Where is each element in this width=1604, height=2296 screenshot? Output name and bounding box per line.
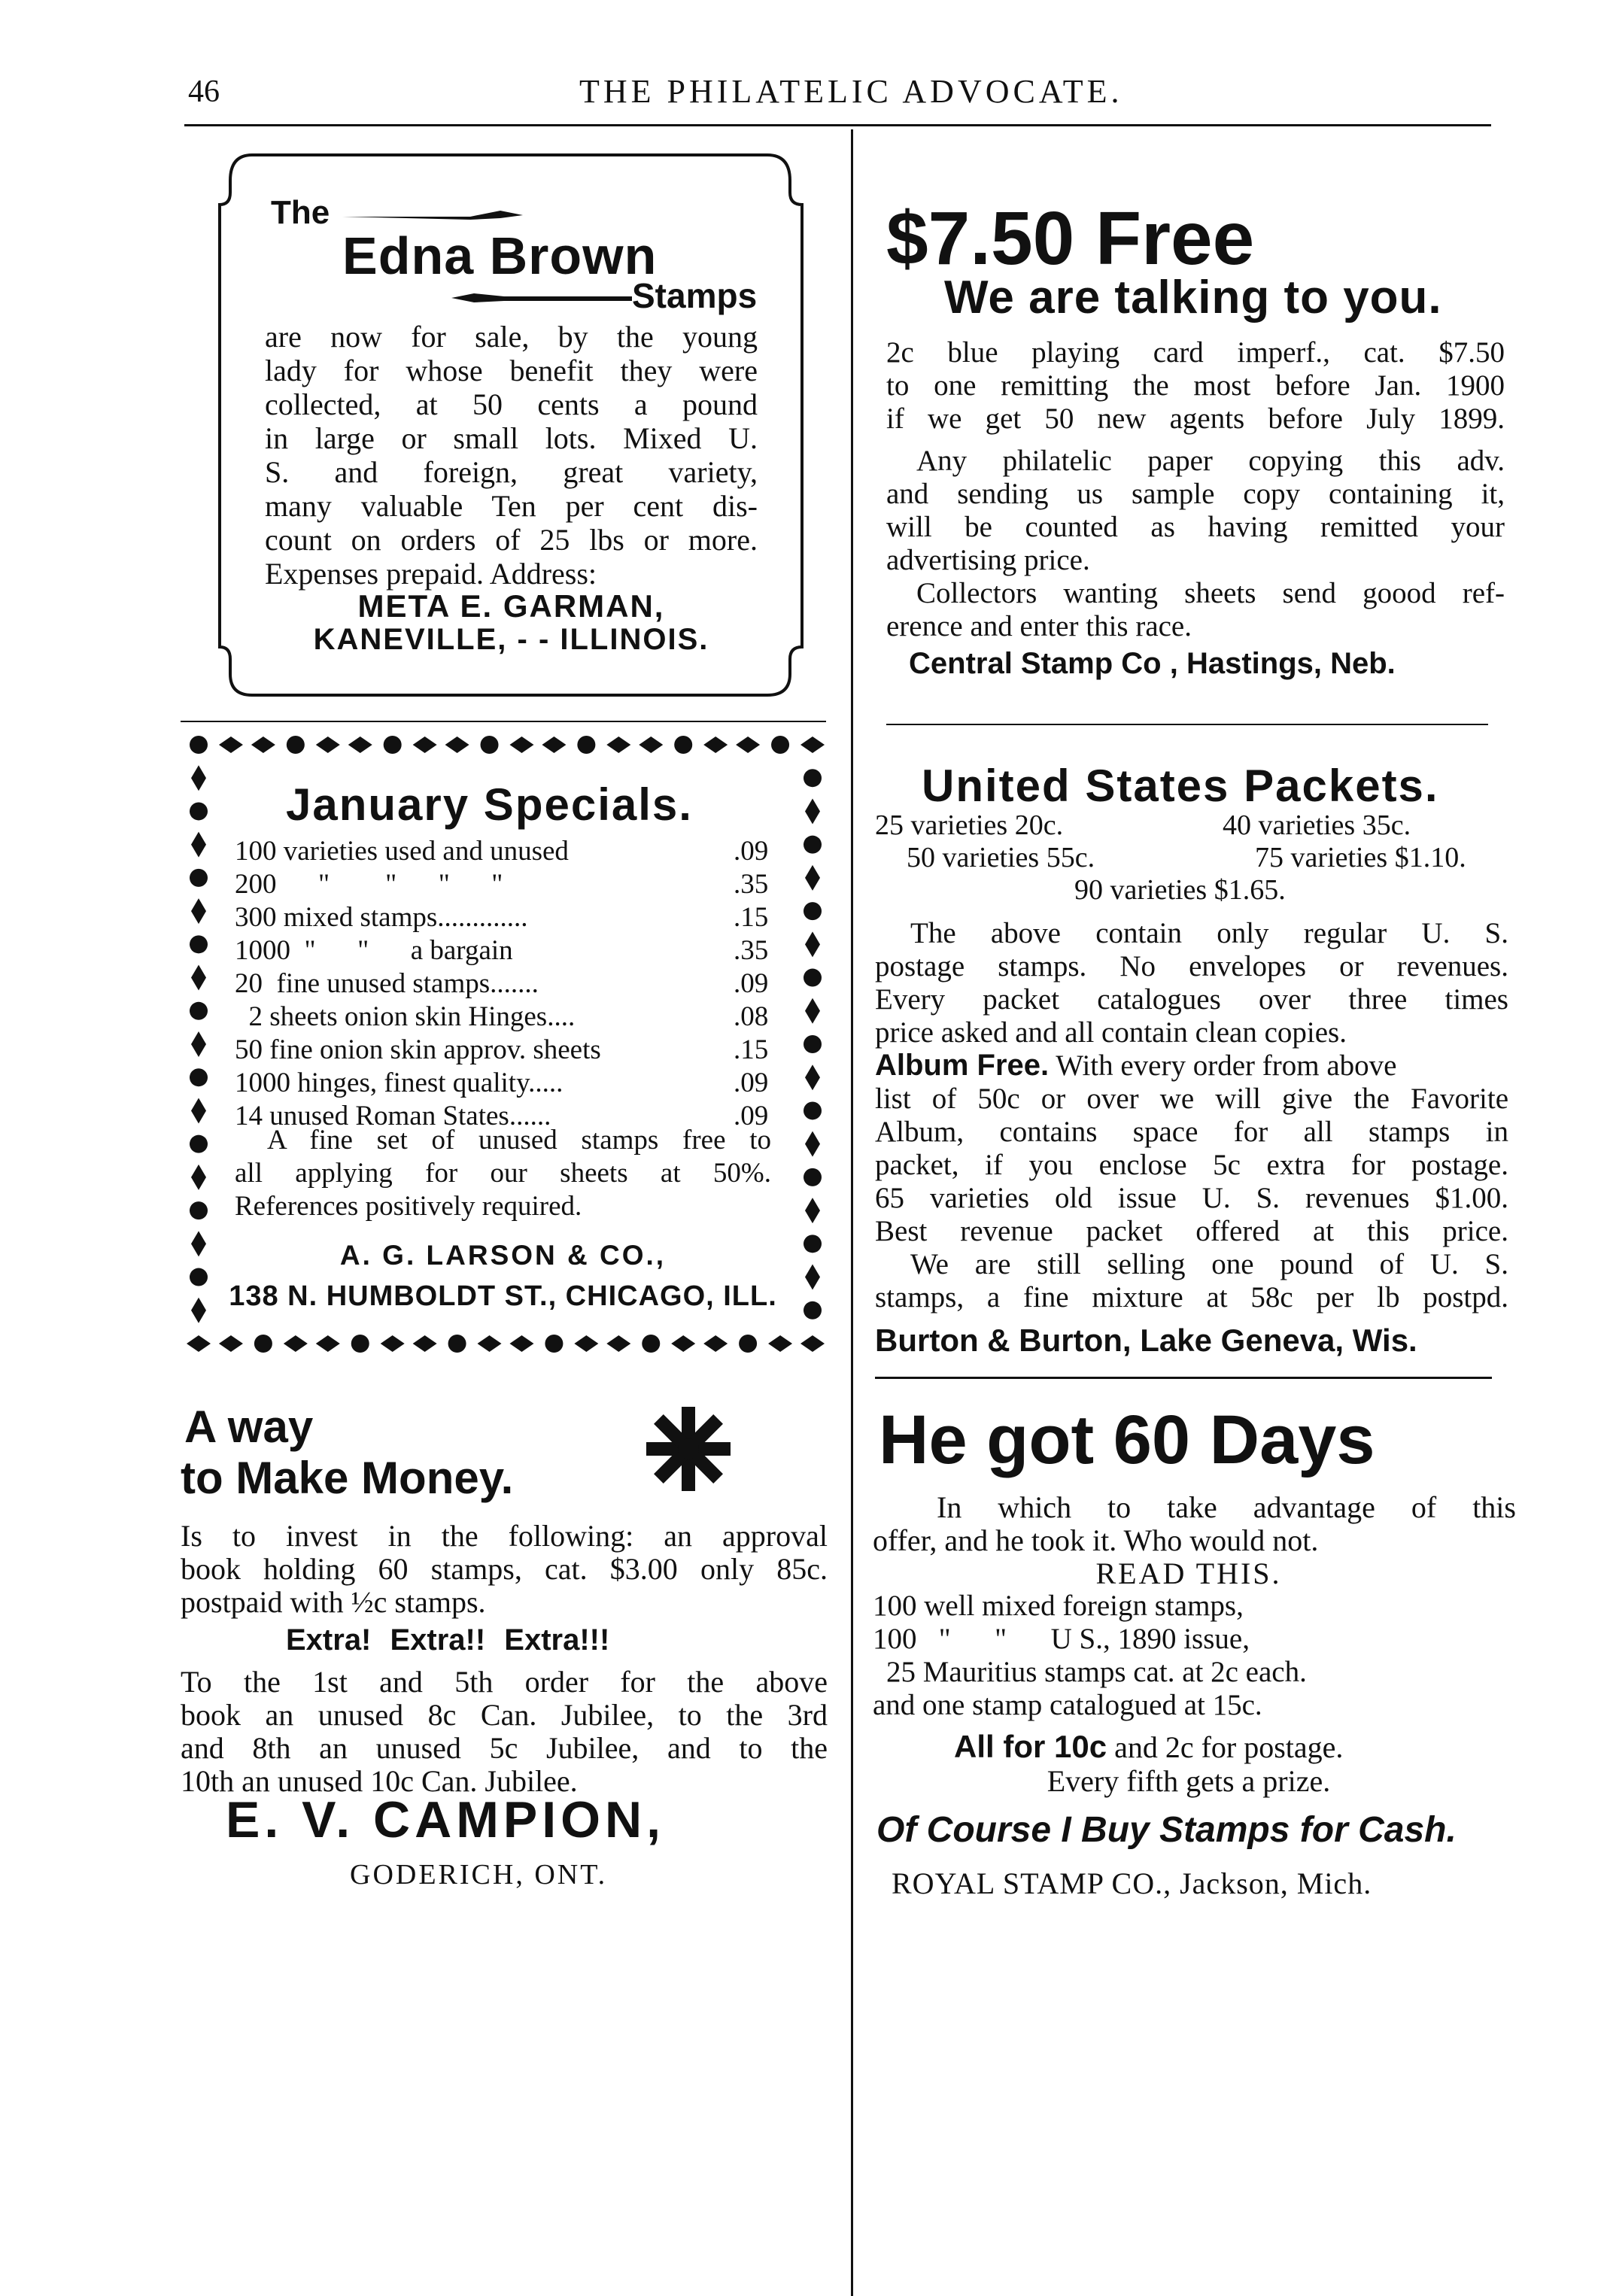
january-item-price: .15 [734,902,769,933]
border-diamond-icon [219,1335,243,1352]
january-note-line: References positively required. [235,1191,582,1222]
page-number: 46 [188,74,220,109]
money-text-line: and 8th an unused 5c Jubilee, and to the [181,1731,828,1765]
january-item-price: .15 [734,1034,769,1065]
border-bead-icon [190,1135,208,1153]
campion-address: GODERICH, ONT. [350,1859,608,1891]
january-item-text: 20 fine unused stamps....... [235,968,539,999]
packets-text-line: Best revenue packet offered at this price. [875,1215,1508,1247]
border-bead-icon [448,1335,466,1353]
free-text-line: advertising price. [886,544,1090,576]
free-text-line: 2c blue playing card imperf., cat. $7.50 [886,336,1505,369]
border-bead-icon [287,736,305,754]
asterisk-star-icon [643,1404,734,1494]
edna-text-line: collected, at 50 cents a pound [265,387,758,421]
all-for-line [954,1729,1343,1765]
edna-stamps-label: Stamps [632,276,758,315]
january-item-price: .08 [734,1001,769,1032]
packet-price: 75 varieties $1.10. [1255,842,1466,873]
border-diamond-icon [606,736,630,753]
free-text-line: to one remitting the most before Jan. 1900 [886,369,1505,402]
january-item-text: 200 " " " " [235,869,503,900]
free-text-line: if we get 50 new agents before July 1899. [886,402,1505,435]
packets-text-line: Every packet catalogues over three times [875,983,1508,1016]
packet-price: 40 varieties 35c. [1223,809,1411,841]
edna-text-line: lady for whose benefit they were [265,354,758,387]
border-diamond-icon [413,1335,437,1352]
border-diamond-icon [381,1335,405,1352]
border-diamond-icon [671,1335,695,1352]
january-note-line: all applying for our sheets at 50%. [235,1158,771,1189]
border-diamond-icon [316,736,340,753]
packets-text-line: 65 varieties old issue U. S. revenues $1.00. [875,1182,1508,1214]
edna-text-line: in large or small lots. Mixed U. [265,421,758,455]
border-diamond-icon [805,998,820,1024]
january-specials-title: January Specials. [286,779,693,830]
border-diamond-icon [606,1335,630,1352]
border-diamond-icon [805,1198,820,1223]
days-list-item: 100 " " U S., 1890 issue, [873,1623,1250,1655]
days-list-item: and one stamp catalogued at 15c. [873,1689,1262,1721]
border-diamond-icon [191,1165,206,1190]
border-diamond-icon [805,1064,820,1090]
border-bead-icon [254,1335,272,1353]
border-diamond-icon [191,898,206,924]
edna-brown-title: Edna Brown [342,226,658,285]
album-free-label: Album Free. [875,1049,1050,1082]
packets-album-line [875,1049,1396,1083]
packets-text-line: Album, contains space for all stamps in [875,1116,1508,1148]
money-title-line-2: to Make Money. [181,1453,514,1503]
border-bead-icon [190,802,208,820]
section-rule [875,1377,1492,1379]
border-diamond-icon [703,1335,728,1352]
border-diamond-icon [800,1335,825,1352]
money-text-line: postpaid with ½c stamps. [181,1585,486,1619]
january-item-text: 50 fine onion skin approv. sheets [235,1034,601,1065]
border-diamond-icon [509,736,533,753]
border-diamond-icon [639,736,663,753]
free-text-line: and sending us sample copy containing it, [886,478,1505,510]
january-item-price: .09 [734,1068,769,1098]
border-diamond-icon [736,736,760,753]
january-firm-name: A. G. LARSON & CO., [339,1240,667,1271]
border-diamond-icon [191,1298,206,1323]
border-diamond-icon [191,1031,206,1057]
buy-stamps-cash-line: Of Course I Buy Stamps for Cash. [876,1810,1457,1850]
border-bead-icon [804,969,822,987]
border-bead-icon [481,736,499,754]
january-item-price: .09 [734,968,769,999]
days-text-line: In which to take advantage of this [937,1490,1516,1524]
border-diamond-icon [509,1335,533,1352]
border-bead-icon [804,902,822,920]
money-text-line: 10th an unused 10c Can. Jubilee. [181,1764,578,1798]
january-item-text: 1000 " " a bargain [235,935,513,966]
packet-price: 50 varieties 55c. [907,842,1095,873]
free-text-line: will be counted as having remitted your [886,511,1505,543]
free-offer-subtitle: We are talking to you. [944,272,1442,323]
days-list-item: 100 well mixed foreign stamps, [873,1590,1244,1622]
column-divider [851,129,853,2296]
border-bead-icon [642,1335,660,1353]
central-stamp-signature: Central Stamp Co , Hastings, Neb. [909,647,1396,680]
money-text-line: book an unused 8c Can. Jubilee, to the 3rd [181,1698,828,1732]
all-for-postage: and 2c for postage. [1107,1730,1344,1764]
read-this-heading: READ THIS. [1095,1556,1282,1590]
section-rule [886,724,1488,725]
border-diamond-icon [800,736,825,753]
edna-text-line: Expenses prepaid. Address: [265,557,597,591]
edna-contact-place: KANEVILLE, - - ILLINOIS. [313,623,709,656]
money-extra-line: Extra! Extra!! Extra!!! [286,1623,610,1657]
border-diamond-icon [191,1098,206,1123]
border-diamond-icon [805,1265,820,1290]
border-diamond-icon [251,736,275,753]
packets-text-line: packet, if you enclose 5c extra for postage. [875,1149,1508,1181]
border-bead-icon [804,836,822,854]
january-note-line: A fine set of unused stamps free to [267,1125,771,1156]
border-diamond-icon [768,1335,792,1352]
january-item-text: 300 mixed stamps............. [235,902,528,933]
packet-price: 25 varieties 20c. [875,809,1064,841]
border-bead-icon [804,1035,822,1053]
border-diamond-icon [703,736,728,753]
header-rule [184,124,1491,126]
border-diamond-icon [542,736,566,753]
border-diamond-icon [191,965,206,991]
border-bead-icon [804,1168,822,1186]
border-bead-icon [190,935,208,953]
january-item-text: 14 unused Roman States...... [235,1101,551,1131]
border-diamond-icon [478,1335,502,1352]
packets-text-line: The above contain only regular U. S. [910,917,1508,949]
packets-text-line: postage stamps. No envelopes or revenues. [875,950,1508,982]
border-bead-icon [804,1301,822,1320]
border-diamond-icon [187,1335,211,1352]
album-free-text: With every order from above [1049,1049,1397,1082]
january-item-price: .35 [734,869,769,900]
edna-text-line: count on orders of 25 lbs or more. [265,523,758,557]
january-item-price: .09 [734,1101,769,1131]
section-rule [181,721,826,722]
border-bead-icon [804,769,822,787]
border-bead-icon [190,736,208,754]
border-bead-icon [190,1002,208,1020]
packets-text-line: We are still selling one pound of U. S. [910,1248,1508,1280]
money-text-line: To the 1st and 5th order for the above [181,1665,828,1699]
edna-text-line: are now for sale, by the young [265,320,758,354]
border-bead-icon [190,1068,208,1086]
money-text-line: Is to invest in the following: an approval [181,1519,828,1553]
sixty-days-title: He got 60 Days [879,1402,1375,1478]
running-head: THE PHILATELIC ADVOCATE. [579,73,1123,110]
border-diamond-icon [191,765,206,791]
money-title-line-1: A way [184,1402,314,1452]
campion-name: E. V. CAMPION, [226,1791,666,1848]
edna-text-line: S. and foreign, great variety, [265,455,758,489]
border-diamond-icon [805,1131,820,1157]
january-item-text: 1000 hinges, finest quality..... [235,1068,564,1098]
border-diamond-icon [191,1231,206,1256]
packets-text-line: stamps, a fine mixture at 58c per lb postpd. [875,1281,1508,1314]
us-packets-title: United States Packets. [922,761,1439,811]
free-text-line: Collectors wanting sheets send goood ref- [916,577,1505,609]
border-diamond-icon [191,832,206,858]
january-firm-address: 138 N. HUMBOLDT ST., CHICAGO, ILL. [229,1280,777,1312]
border-diamond-icon [445,736,469,753]
border-bead-icon [771,736,789,754]
border-bead-icon [804,1101,822,1119]
money-text-line: book holding 60 stamps, cat. $3.00 only 85c. [181,1552,828,1586]
border-diamond-icon [805,931,820,957]
days-text-line: offer, and he took it. Who would not. [873,1523,1319,1557]
border-diamond-icon [284,1335,308,1352]
january-item-text: 2 sheets onion skin Hinges.... [235,1001,576,1032]
packet-price: 90 varieties $1.65. [1074,874,1286,906]
border-bead-icon [190,1201,208,1219]
border-diamond-icon [348,736,372,753]
free-offer-title: $7.50 Free [886,196,1255,281]
free-text-line: erence and enter this race. [886,610,1192,642]
border-diamond-icon [574,1335,598,1352]
border-bead-icon [351,1335,369,1353]
border-bead-icon [739,1335,757,1353]
edna-text-line: many valuable Ten per cent dis- [265,489,758,523]
pen-flourish-icon [451,292,632,304]
edna-the: The [271,194,330,231]
january-item-price: .09 [734,836,769,867]
border-diamond-icon [413,736,437,753]
january-item-text: 100 varieties used and unused [235,836,569,867]
burton-signature: Burton & Burton, Lake Geneva, Wis. [875,1323,1417,1358]
border-bead-icon [577,736,595,754]
royal-stamp-signature: ROYAL STAMP CO., Jackson, Mich. [892,1866,1372,1900]
packets-text-line: price asked and all contain clean copies. [875,1016,1347,1049]
days-list-item: 25 Mauritius stamps cat. at 2c each. [886,1656,1307,1688]
all-for-price: All for 10c [954,1729,1107,1764]
border-diamond-icon [316,1335,340,1352]
border-diamond-icon [805,865,820,891]
border-diamond-icon [805,798,820,824]
pen-flourish-icon [342,209,523,221]
border-diamond-icon [219,736,243,753]
packets-text-line: list of 50c or over we will give the Favorite [875,1083,1508,1115]
border-bead-icon [384,736,402,754]
free-text-line: Any philatelic paper copying this adv. [916,445,1505,477]
january-item-price: .35 [734,935,769,966]
border-bead-icon [190,869,208,887]
border-bead-icon [190,1268,208,1286]
prize-line: Every fifth gets a prize. [1047,1764,1331,1798]
border-bead-icon [674,736,692,754]
border-bead-icon [545,1335,563,1353]
edna-contact-name: META E. GARMAN, [357,588,665,624]
border-bead-icon [804,1235,822,1253]
